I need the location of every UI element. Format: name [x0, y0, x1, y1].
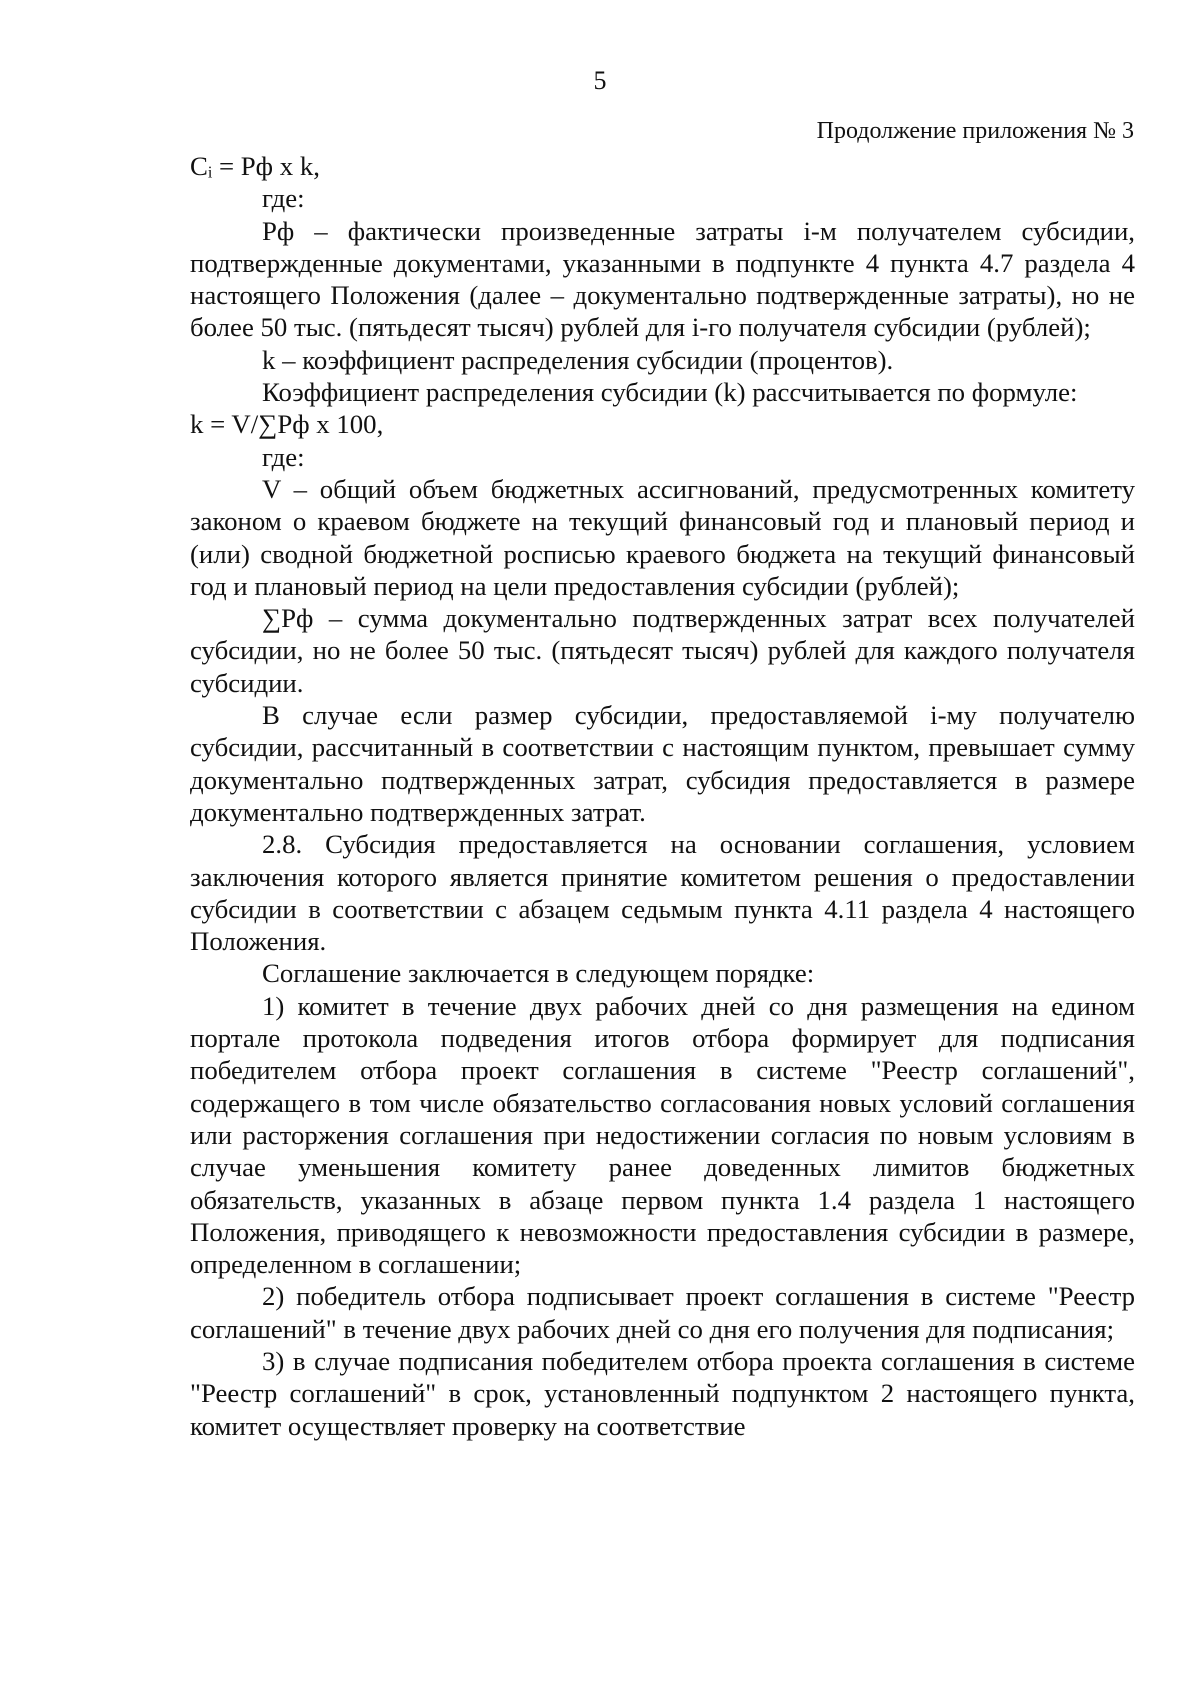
formula-subsidy-amount: Cᵢ = Pф x k,	[190, 151, 320, 181]
paragraph-step-3: 3) в случае подписания победителем отбора проекта соглашения в системе "Реестр соглашений" в срок, установленный подпунктом 2 настоящего пункта, комитет осуществляет проверку на соответствие	[190, 1345, 1135, 1441]
paragraph-step-2: 2) победитель отбора подписывает проект соглашения в системе "Реестр соглашений" в течение двух рабочих дней со дня его получения для подписания;	[190, 1281, 1135, 1344]
page-number: 5	[593, 66, 607, 95]
paragraph-step-1: 1) комитет в течение двух рабочих дней со дня размещения на едином портале протокола подведения итогов отбора формирует для подписания победителем отбора проект соглашения в системе "Реестр соглашений", содержащего в том числе обязательство согласования новых условий соглашения или расторжения соглашения при недостижении согласия по новым условиям в случае уменьшения комитету ранее доведенных лимитов бюджетных обязательств, указанных в абзаце первом пункта 1.4 раздела 1 настоящего Положения, приводящего к невозможности предоставления субсидии в размере, определенном в соглашении;	[190, 990, 1135, 1280]
paragraph-coefficient-intro: Коэффициент распределения субсидии (k) рассчитывается по формуле:	[262, 377, 1078, 408]
where-label-2: где:	[262, 441, 305, 472]
formula-coefficient: k = V/∑Pф x 100,	[190, 409, 384, 440]
document-body	[190, 150, 1135, 1442]
paragraph-budget-volume: V – общий объем бюджетных ассигнований, предусмотренных комитету законом о краевом бюджете на текущий финансовый год и плановый период и (или) сводной бюджетной росписью краевого бюджета на текущий финансовый год и плановый период на цели предоставления субсидии (рублей);	[190, 473, 1135, 601]
paragraph-agreement-procedure: Соглашение заключается в следующем порядке:	[262, 958, 815, 989]
paragraph-actual-costs: Pф – фактически произведенные затраты i-м получателем субсидии, подтвержденные документами, указанными в подпункте 4 пункта 4.7 раздела 4 настоящего Положения (далее – документально подтвержденные затраты), но не более 50 тыс. (пятьдесят тысяч) рублей для i-го получателя субсидии (рублей);	[190, 215, 1135, 343]
paragraph-coefficient-definition: k – коэффициент распределения субсидии (процентов).	[262, 344, 894, 375]
paragraph-excess-case: В случае если размер субсидии, предоставляемой i-му получателю субсидии, рассчитанный в соответствии с настоящим пунктом, превышает сумму документально подтвержденных затрат, субсидия предоставляется в размере документально подтвержденных затрат.	[190, 700, 1135, 827]
paragraph-section-2-8: 2.8. Субсидия предоставляется на основании соглашения, условием заключения которого является принятие комитетом решения о предоставлении субсидии в соответствии с абзацем седьмым пункта 4.11 раздела 4 настоящего Положения.	[190, 829, 1135, 957]
appendix-continuation-note: Продолжение приложения № 3	[816, 118, 1134, 144]
where-label: где:	[262, 183, 305, 214]
paragraph-sum-of-costs: ∑Pф – сумма документально подтвержденных затрат всех получателей субсидии, но не более 50 тыс. (пятьдесят тысяч) рублей для каждого получателя субсидии.	[190, 603, 1135, 698]
